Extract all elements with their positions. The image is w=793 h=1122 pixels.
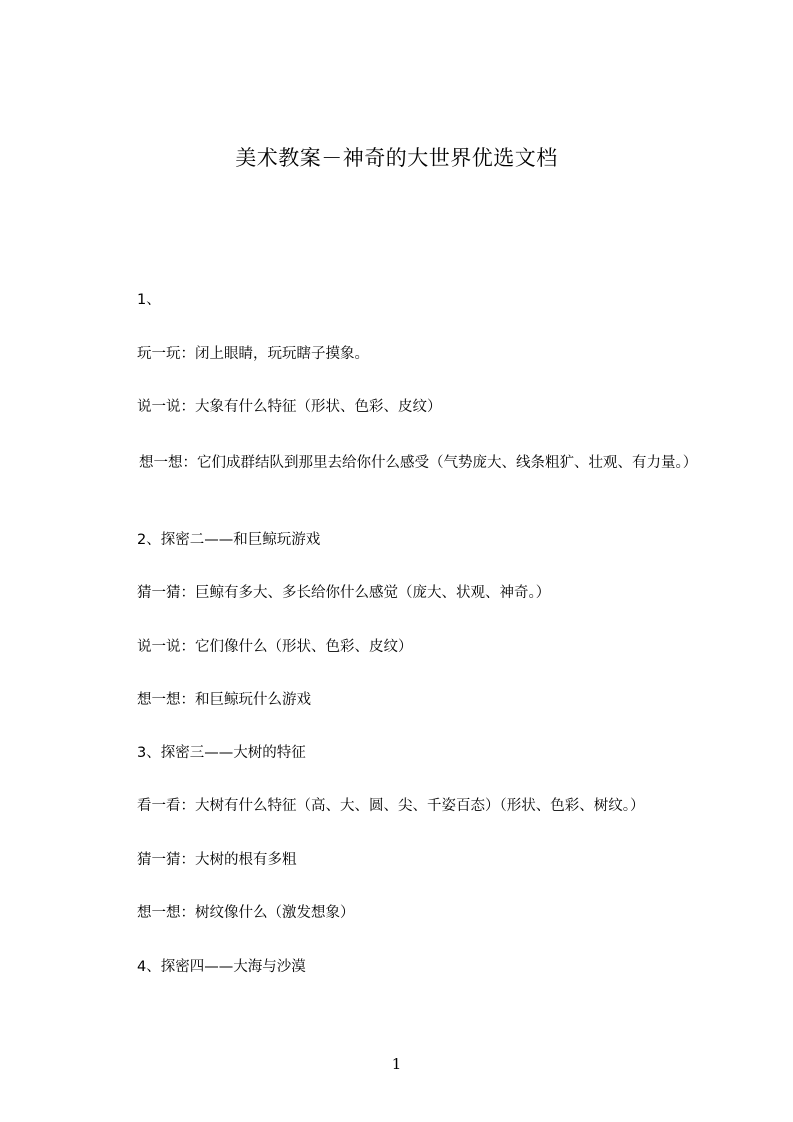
- paragraph-tree-features: 看一看：大树有什么特征（高、大、圆、尖、千姿百态）（形状、色彩、树纹。）: [137, 798, 645, 814]
- paragraph-herd-feeling: [104, 449, 710, 478]
- section-heading-tree: 3、探密三——大树的特征: [137, 745, 306, 761]
- paragraph-item-1: 1、: [137, 292, 161, 308]
- paragraph-whale-game: 想一想：和巨鲸玩什么游戏: [137, 692, 311, 708]
- section-heading-whale: 2、探密二——和巨鲸玩游戏: [137, 532, 321, 548]
- paragraph-tree-texture: 想一想：树纹像什么（激发想象）: [137, 905, 355, 921]
- document-title: 美术教案－神奇的大世界优选文档: [235, 146, 558, 170]
- paragraph-whale-shape: 说一说：它们像什么（形状、色彩、皮纹）: [137, 639, 413, 655]
- paragraph-play: 玩一玩：闭上眼睛，玩玩瞎子摸象。: [137, 346, 369, 362]
- paragraph-herd-feeling-text: 想一想：它们成群结队到那里去给你什么感受（气势庞大、线条粗犷、壮观、有力量。）: [139, 455, 698, 471]
- section-heading-sea-desert: 4、探密四——大海与沙漠: [137, 959, 306, 975]
- paragraph-elephant-features: 说一说：大象有什么特征（形状、色彩、皮纹）: [137, 399, 442, 415]
- paragraph-whale-size: 猜一猜：巨鲸有多大、多长给你什么感觉（庞大、状观、神奇。）: [137, 585, 551, 601]
- page-number: 1: [391, 1055, 402, 1073]
- paragraph-tree-roots: 猜一猜：大树的根有多粗: [137, 852, 297, 868]
